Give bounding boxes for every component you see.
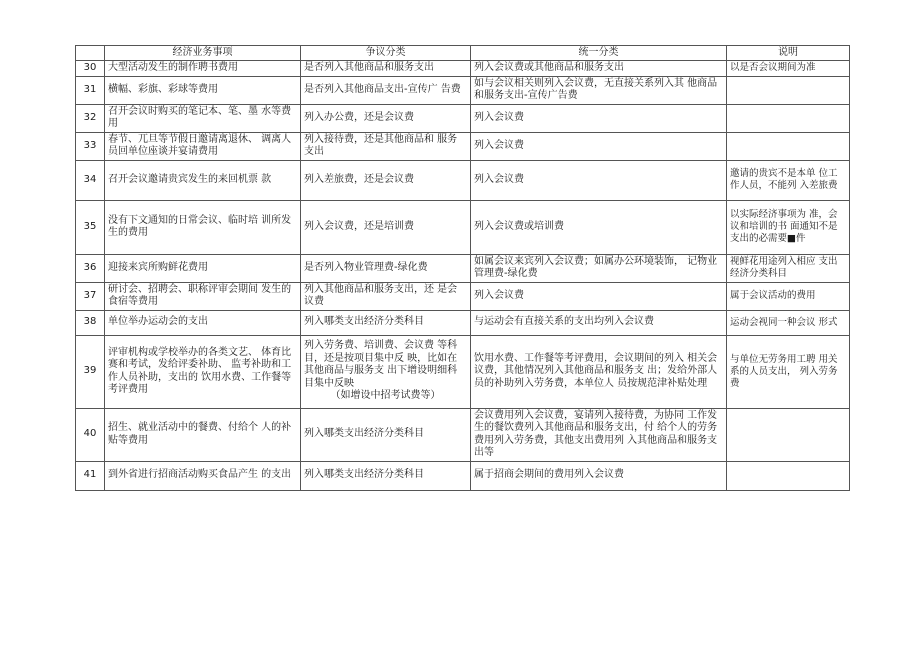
disputed-classification-cell: 列入哪类支出经济分类科目	[301, 310, 471, 335]
business-item-cell: 研讨会、招聘会、职称评审会期间 发生的食宿等费用	[105, 282, 301, 310]
table-row	[76, 408, 850, 461]
notes-cell	[727, 76, 850, 104]
business-item-cell: 评审机构或学校举办的各类文艺、 体育比赛和考试，发给评委补助、 监考补助和工作人员补助，支出的 饮用水费、工作餐等考评费用	[105, 335, 301, 408]
unified-classification-cell: 列入会议费	[471, 104, 727, 132]
row-number: 35	[76, 200, 105, 254]
row-number: 36	[76, 254, 105, 282]
notes-cell	[727, 132, 850, 160]
disputed-classification-text: 列入劳务费、培训费、会议费 等科目，还是按项目集中反 映，比如在其他商品与服务支 出下增设明细科目集中反映	[304, 340, 458, 389]
disputed-classification-cell: 列入其他商品和服务支出，还 是会议费	[301, 282, 471, 310]
business-item-cell: 春节、兀旦等节假日邀请离退休、 调离人员回单位座谈并宴请费用	[105, 132, 301, 160]
table-row	[76, 461, 850, 490]
table-row	[76, 61, 850, 77]
business-item-cell: 招生、就业活动中的餐费、付给个 人的补贴等费用	[105, 408, 301, 461]
table-row	[76, 104, 850, 132]
business-item-cell: 横幅、彩旗、彩球等费用	[105, 76, 301, 104]
business-item-cell: 迎接来宾所购鲜花费用	[105, 254, 301, 282]
business-item-cell: 单位举办运动会的支出	[105, 310, 301, 335]
unified-classification-cell: 与运动会有直接关系的支出均列入会议费	[471, 310, 727, 335]
notes-cell	[727, 461, 850, 490]
table-row	[76, 335, 850, 408]
disputed-classification-cell: 列入办公费，还是会议费	[301, 104, 471, 132]
table-row	[76, 200, 850, 254]
notes-cell: 邀请的贵宾不是本单 位工作人员，不能列 入差旅费	[727, 160, 850, 200]
table-row	[76, 132, 850, 160]
unified-classification-cell: 列入会议费	[471, 160, 727, 200]
disputed-classification-cell: 列入差旅费，还是会议费	[301, 160, 471, 200]
row-number: 40	[76, 408, 105, 461]
expense-classification-table	[75, 45, 850, 491]
row-number: 39	[76, 335, 105, 408]
header-unified-classification: 统一分类	[471, 46, 727, 61]
table-row	[76, 254, 850, 282]
header-number	[76, 46, 105, 61]
row-number: 32	[76, 104, 105, 132]
business-item-cell: 召开会议时购买的笔记本、笔、墨 水等费用	[105, 104, 301, 132]
table-row	[76, 160, 850, 200]
unified-classification-cell: 列入会议费	[471, 132, 727, 160]
business-item-cell: 大型活动发生的制作聘书费用	[105, 61, 301, 77]
row-number: 37	[76, 282, 105, 310]
disputed-classification-cell: 是否列入其他商品支出-宣传广 告费	[301, 76, 471, 104]
unified-classification-cell: 属于招商会期间的费用列入会议费	[471, 461, 727, 490]
business-item-cell: 没有下文通知的日常会议、临时培 训所发生的费用	[105, 200, 301, 254]
business-item-cell: 到外省进行招商活动购买食品产生 的支出	[105, 461, 301, 490]
unified-classification-cell: 列入会议费或其他商品和服务支出	[471, 61, 727, 77]
header-disputed-classification: 争议分类	[301, 46, 471, 61]
unified-classification-cell: 列入会议费或培训费	[471, 200, 727, 254]
disputed-classification-cell: 是否列入物业管理费-绿化费	[301, 254, 471, 282]
header-business-item: 经济业务事项	[105, 46, 301, 61]
unified-classification-cell: 如与会议相关则列入会议费，无直接关系列入其 他商品和服务支出-宣传广告费	[471, 76, 727, 104]
notes-cell: 属于会议活动的费用	[727, 282, 850, 310]
table-row	[76, 282, 850, 310]
notes-cell: 以实际经济事项为 准，会议和培训的书 面通知不是支出的必需要■件	[727, 200, 850, 254]
disputed-classification-cell: 是否列入其他商品和服务支出	[301, 61, 471, 77]
disputed-classification-cell: 列入会议费，还是培训费	[301, 200, 471, 254]
notes-cell	[727, 104, 850, 132]
disputed-classification-cell	[301, 335, 471, 408]
row-number: 31	[76, 76, 105, 104]
disputed-classification-example: （如增设中招考试费等）	[330, 390, 441, 402]
row-number: 33	[76, 132, 105, 160]
notes-cell: 视鲜花用途列入相应 支出经济分类科目	[727, 254, 850, 282]
unified-classification-cell: 饮用水费、工作餐等考评费用，会议期间的列入 相关会议费，其他情况列入其他商品和服务支 出；发给外部人员的补助列入劳务费，本单位人 员按规范津补贴处理	[471, 335, 727, 408]
business-item-cell: 召开会议邀请贵宾发生的来回机票 款	[105, 160, 301, 200]
unified-classification-cell: 如属会议来宾列入会议费；如属办公环境装饰， 记物业管理费-绿化费	[471, 254, 727, 282]
notes-cell: 运动会视同一种会议 形式	[727, 310, 850, 335]
header-notes: 说明	[727, 46, 850, 61]
unified-classification-cell: 列入会议费	[471, 282, 727, 310]
disputed-classification-cell: 列入哪类支出经济分类科目	[301, 461, 471, 490]
row-number: 41	[76, 461, 105, 490]
disputed-classification-cell: 列入接待费，还是其他商品和 服务支出	[301, 132, 471, 160]
notes-cell	[727, 408, 850, 461]
row-number: 30	[76, 61, 105, 77]
row-number: 34	[76, 160, 105, 200]
table-row	[76, 76, 850, 104]
unified-classification-cell: 会议费用列入会议费，宴请列入接待费，为协同 工作发生的餐饮费列入其他商品和服务支出，付 给个人的劳务费用列入劳务费，其他支出费用列 入其他商品和服务支出等	[471, 408, 727, 461]
row-number: 38	[76, 310, 105, 335]
notes-cell: 与单位无劳务用工聘 用关系的人员支出， 列入劳务费	[727, 335, 850, 408]
table-header-row	[76, 46, 850, 61]
table-row	[76, 310, 850, 335]
disputed-classification-cell: 列入哪类支出经济分类科目	[301, 408, 471, 461]
notes-cell: 以是否会议期间为准	[727, 61, 850, 77]
